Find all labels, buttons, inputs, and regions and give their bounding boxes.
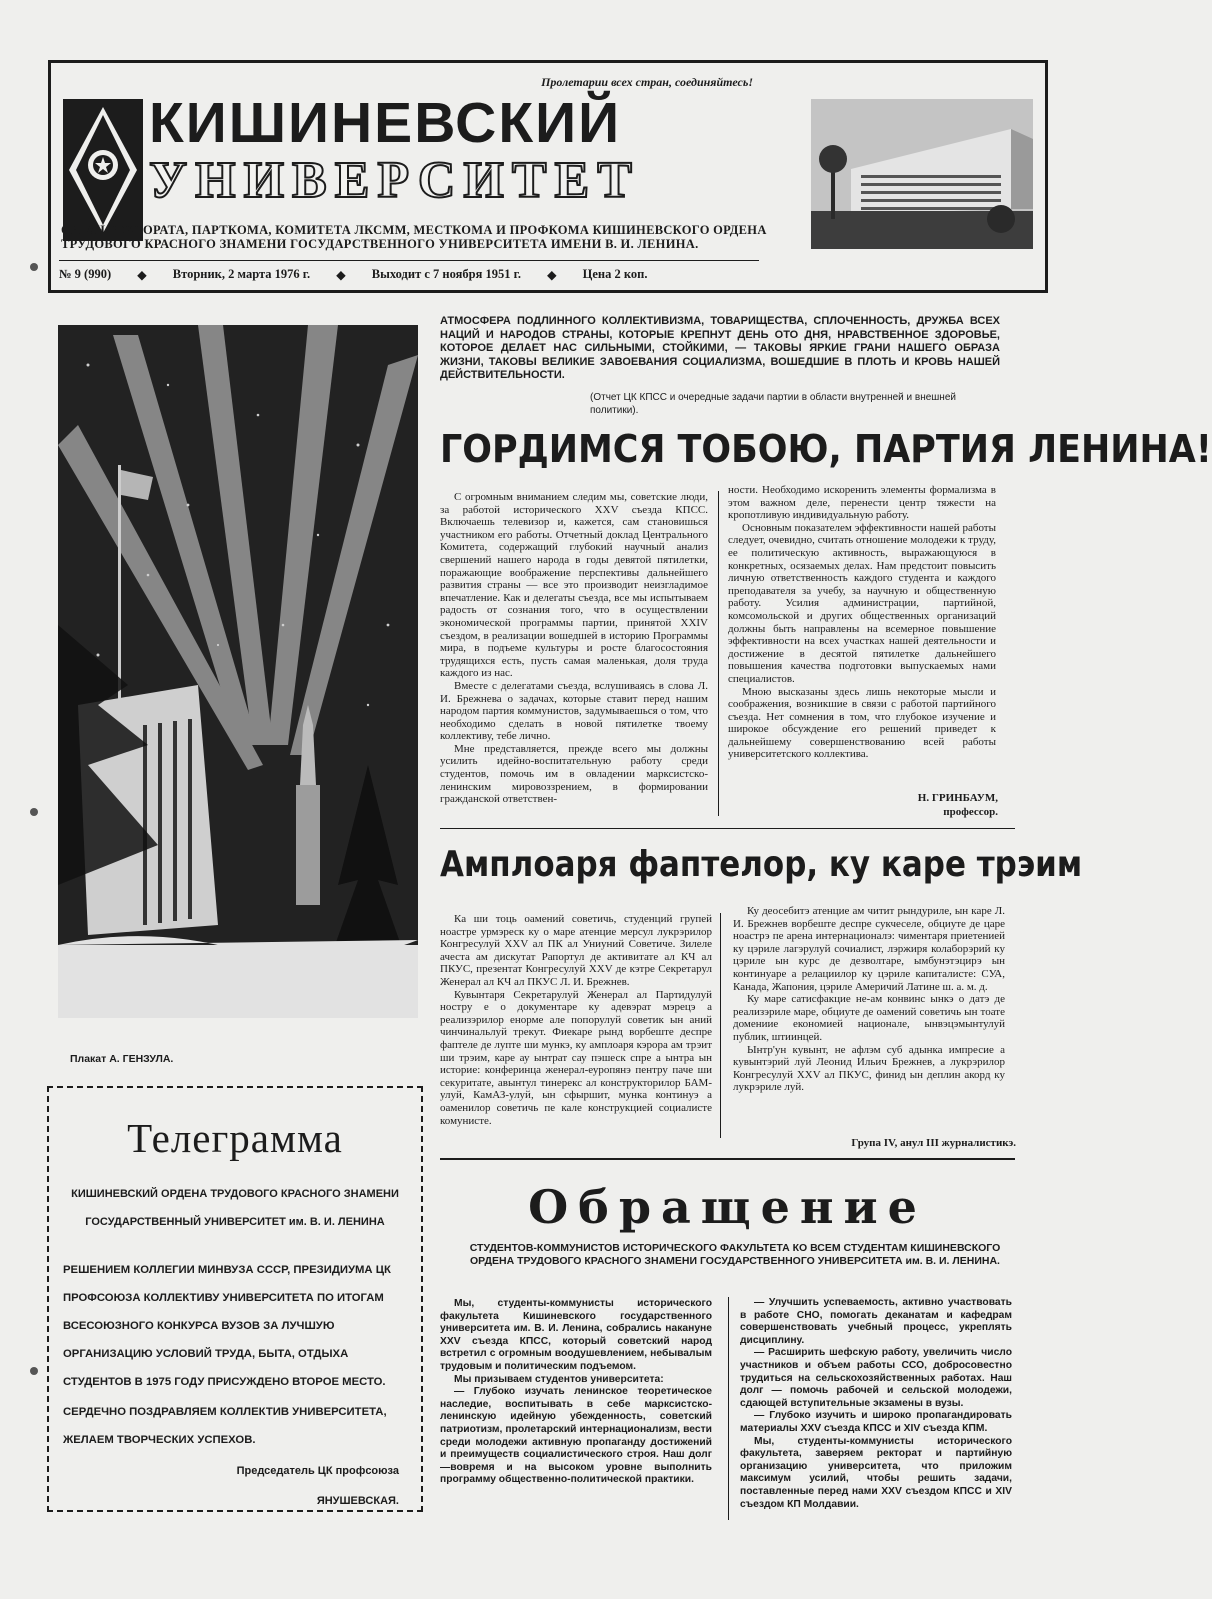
binder-hole bbox=[30, 1367, 38, 1375]
article-2-column-1 bbox=[440, 913, 712, 1127]
epigraph-source: (Отчет ЦК КПСС и очередные задачи партии в области внутренней и внешней политики). bbox=[590, 392, 956, 416]
appeal-column-1 bbox=[440, 1298, 712, 1487]
author-name: Н. ГРИНБАУМ, bbox=[917, 792, 998, 804]
slogan: Пролетарии всех стран, соединяйтесь! bbox=[541, 75, 753, 89]
article-2-column-2 bbox=[733, 905, 1005, 1094]
appeal-subheadline: СТУДЕНТОВ-КОММУНИСТОВ ИСТОРИЧЕСКОГО ФАКУЛЬТЕТА КО ВСЕМ СТУДЕНТАМ КИШИНЕВСКОГО ОРДЕНА ТРУДОВОГО КРАСНОГО ЗНАМЕНИ ГОСУДАРСТВЕННОГО УНИВЕРСИТЕТА им. В. И. ЛЕНИНА. bbox=[469, 1242, 1001, 1267]
poster-caption: Плакат А. ГЕНЗУЛА. bbox=[70, 1053, 174, 1065]
telegram-signature bbox=[237, 1456, 399, 1516]
issue-number: № 9 (990) bbox=[59, 267, 112, 281]
article-1-column-1 bbox=[440, 491, 708, 806]
telegram-addressee: КИШИНЕВСКИЙ ОРДЕНА ТРУДОВОГО КРАСНОГО ЗНАМЕНИ ГОСУДАРСТВЕННЫЙ УНИВЕРСИТЕТ им. В. И. ЛЕНИНА bbox=[71, 1188, 399, 1228]
published-since: Выходит с 7 ноября 1951 г. bbox=[371, 267, 521, 281]
paragraph: Ынтр'ун кувынт, не афлэм суб адынка импресие а кувынтэрий луй Леонид Ильич Брежнев, а лукрэрилор Конгресулуй XXV ал ПКУС, финид ын деплин акорд ку лукрэриле луй. bbox=[733, 1043, 1005, 1094]
paragraph: — Расширить шефскую работу, увеличить число участников и объем работы ССО, добросовестно трудиться на сельскохозяйственных работах. Наш долг — помочь рабочей и сельской молодежи, сдающей вступительные экзамены в вузы. bbox=[740, 1347, 1012, 1409]
paragraph: Мы, студенты-коммунисты исторического факультета, заверяем ректорат и партийную организацию университета, что приложим максимум усилий, чтобы решить задачи, поставленные перед нами XXV съездом КПСС и XIV съездом КП Молдавии. bbox=[740, 1435, 1012, 1510]
signer-name: ЯНУШЕВСКАЯ. bbox=[316, 1495, 399, 1507]
article-1-headline: ГОРДИМСЯ ТОБОЮ, ПАРТИЯ ЛЕНИНА! bbox=[440, 427, 1212, 471]
paragraph: Мы призываем студентов университета: bbox=[454, 1373, 664, 1385]
paragraph: ности. Необходимо искоренить элементы формализма в этом важном деле, перенести центр тяжести на кропотливую индивидуальную работу. bbox=[728, 484, 996, 522]
telegram-title: Телеграмма bbox=[127, 1115, 343, 1161]
paragraph: — Глубоко изучить и широко пропагандировать материалы XXV съезда КПСС и XIV съезда КПМ. bbox=[740, 1410, 1012, 1434]
paragraph: Кувынтаря Секретарулуй Женерал ал Партидулуй ностру е о документаре ку адевэрат мэрецэ а реализэрилор енорме але попорулуй советик ын аний чинчинальлуй трекут. Фиекаре рынд ворбеште деспре фаптеле де лупте ши мункэ, ку амплоаря кэрора ам трэит ши трэим, каре ау ынтрат сау пэшеск спре а ынтра ын историе: конферинца женерал-еуропянэ пентру паче ши секуритате, авынтул тинерекс ал конструкторилор БАМ-улуй, КамАЗ-улуй, ын сфыршит, мунка континуэ а оаменилор советичь пе кале конструкцией социалисте комунисте. bbox=[440, 988, 712, 1127]
article-2-signature: Група IV, анул III журналистикэ. bbox=[851, 1137, 1016, 1149]
column-divider bbox=[718, 491, 719, 816]
issue-date: Вторник, 2 марта 1976 г. bbox=[172, 267, 311, 281]
paragraph: Ку деосебитэ атенцие ам читит рындуриле, ын каре Л. И. Брежнев ворбеште деспре сукчеселе, обциуте де царе ноастрэ пе арена интернационалэ: чиментаря приетенией ку цэриле лагэрулуй сочиалист, лэржиря колаборэрий ку цэриле ын курс де дезволтаре, ымбунэтэцирэ ын континуаре а релациилор ку цэриле капиталисте: СУА, Канада, Жапония, цэриле Америчий Латине ш. а. м. д. bbox=[733, 905, 1005, 993]
signer-title: Председатель ЦК профсоюза bbox=[236, 1465, 399, 1477]
paragraph: Вместе с делегатами съезда, вслушиваясь в слова Л. И. Брежнева о задачах, которые ставит перед нашим народом партия коммунистов, задумываешься о том, что необходимо сделать в новой пятилетке твоему коллективу, тебе лично. bbox=[440, 679, 708, 743]
issue-info-bar bbox=[59, 260, 759, 283]
article-2-headline: Амплоаря фаптелор, ку каре трэим bbox=[440, 844, 1083, 885]
paragraph: Ка ши тоць оамений советичь, студенций групей ноастре урмэреск ку о маре атенцие мерсул лукрэрилор Конгресулуй XXV ал ПК ал Униуний Советиче. Зилеле ачеста ам дискутат Рапортул де активитате ал КЧ ал ПКУС, презентат Конгресулуй XXV де кэтре Секретарул Женерал ал КЧ ал ПКУС Л. И. Брежнев. bbox=[440, 913, 712, 988]
author-title: профессор. bbox=[943, 806, 998, 818]
separator-diamond: ◆ bbox=[137, 268, 147, 282]
masthead bbox=[48, 60, 1048, 293]
section-divider bbox=[440, 828, 1015, 829]
title-line-2: УНИВЕРСИТЕТ bbox=[149, 152, 640, 209]
paragraph: — Глубоко изучать ленинское теоретическое наследие, воспитывать в себе марксистско-ленинскую идейную убежденность, советский патриотизм, пролетарский интернационализм, вести среди молодежи активную пропаганду достижений и преимуществ социалистического строя. Наш долг—вовремя и на высоком уровне выполнить программу общественно-политической практики. bbox=[440, 1386, 712, 1486]
telegram-greeting: СЕРДЕЧНО ПОЗДРАВЛЯЕМ КОЛЛЕКТИВ УНИВЕРСИТЕТА, ЖЕЛАЕМ ТВОРЧЕСКИХ УСПЕХОВ. bbox=[63, 1406, 387, 1446]
article-1-column-2 bbox=[728, 484, 996, 761]
binder-hole bbox=[30, 808, 38, 816]
paragraph: Ку маре сатисфакцие не-ам конвинс ынкэ о датэ де реализэриле маре, обциуте де оамений советичь ын тоате домениие економией национале, ынвэцэмынтулуй публик, штиинцей. bbox=[733, 993, 1005, 1043]
kremlin-poster-illustration bbox=[58, 325, 418, 1018]
emblem-logo bbox=[63, 99, 143, 241]
separator-diamond: ◆ bbox=[546, 268, 557, 282]
telegram-box bbox=[47, 1086, 423, 1512]
title-line-1: КИШИНЕВСКИЙ bbox=[149, 91, 622, 155]
appeal-column-2 bbox=[740, 1297, 1012, 1511]
section-divider bbox=[440, 1158, 1015, 1160]
organ-statement: ОРГАН РЕКТОРАТА, ПАРТКОМА, КОМИТЕТА ЛКСММ, МЕСТКОМА И ПРОФКОМА КИШИНЕВСКОГО ОРДЕНА ТРУДОВОГО КРАСНОГО ЗНАМЕНИ ГОСУДАРСТВЕННОГО УНИВЕРСИТЕТА ИМЕНИ В. И. ЛЕНИНА. bbox=[61, 223, 767, 251]
paragraph: — Улучшить успеваемость, активно участвовать в работе СНО, помогать деканатам и кафедрам совершенствовать учебный процесс, укреплять дисциплину. bbox=[740, 1297, 1012, 1346]
column-divider bbox=[728, 1297, 729, 1520]
price: Цена 2 коп. bbox=[582, 267, 648, 281]
telegram-body: РЕШЕНИЕМ КОЛЛЕГИИ МИНВУЗА СССР, ПРЕЗИДИУМА ЦК ПРОФСОЮЗА КОЛЛЕКТИВУ УНИВЕРСИТЕТА ПО ИТОГАМ ВСЕСОЮЗНОГО КОНКУРСА ВУЗОВ ЗА ЛУЧШУЮ ОРГАНИЗАЦИЮ УСЛОВИЙ ТРУДА, БЫТА, ОТДЫХА СТУДЕНТОВ В 1975 ГОДУ ПРИСУЖДЕНО ВТОРОЕ МЕСТО. bbox=[63, 1264, 391, 1388]
university-building-photo bbox=[811, 99, 1033, 249]
paragraph: Мы, студенты-коммунисты исторического факультета Кишиневского государственного университета им. В. И. Ленина, собрались накануне XXV съезда КПСС, который советский народ встретил с огромным воодушевлением, небывалым трудовым и политическим подъемом. bbox=[440, 1298, 712, 1372]
appeal-headline: Обращение bbox=[528, 1180, 927, 1234]
separator-diamond: ◆ bbox=[336, 268, 346, 282]
paragraph: Мною высказаны здесь лишь некоторые мысли и соображения, возникшие в связи с работой партийного съезда. Нет сомнения в том, что глубокое изучение и широкое обсуждение его решений приведет к дальнейшему совершенствованию всей работы университетского коллектива. bbox=[728, 685, 996, 761]
paragraph: Основным показателем эффективности нашей работы следует, очевидно, считать отношение молодежи к труду, ее политическую активность, выражающуюся в конкретных, осязаемых делах. Нам предстоит повысить личную ответственность каждого студента и каждого преподавателя за учебу, за научную и общественную работу. Усилия администрации, партийной, комсомольской и других общественных организаций должны быть направлены на всемерное повышение эффективности на всех участках нашей деятельности и достижение в десятой пятилетке дальнейшего повышения качества подготовки выпускаемых нами специалистов. bbox=[728, 521, 996, 685]
binder-hole bbox=[30, 263, 38, 271]
paragraph: Мне представляется, прежде всего мы должны усилить идейно-воспитательную работу среди студентов, помочь им в овладении марксистско-ленинским мировоззрением, в формировании гражданской ответствен- bbox=[440, 742, 708, 806]
paragraph: С огромным вниманием следим мы, советские люди, за работой исторического XXV съезда КПСС. Включаешь телевизор и, кажется, сам становишься участником его работы. Отчетный доклад Центрального Комитета, содержащий глубокий научный анализ свершений нашего народа в годы девятой пятилетки, поражающие воображение перспективы дальнейшего развития страны — все это производит неизгладимое впечатление. Как и делегаты съезда, все мы испытываем радость от сознания того, что в осуществлении экономической программы партии, принятой XXIV съездом, в реализации вошедшей в историю Программы мира, в подъеме культуры и росте благосостояния трудящихся есть, пусть самая маленькая, доля труда каждого из нас. bbox=[440, 491, 708, 680]
article-1-signature bbox=[918, 791, 998, 819]
epigraph-quote: АТМОСФЕРА ПОДЛИННОГО КОЛЛЕКТИВИЗМА, ТОВАРИЩЕСТВА, СПЛОЧЕННОСТЬ, ДРУЖБА ВСЕХ НАЦИЙ И НАРОДОВ СТРАНЫ, КОТОРЫЕ КРЕПНУТ ДЕНЬ ОТО ДНЯ, НРАВСТВЕННОЕ ЗДОРОВЬЕ, КОТОРОЕ ДЕЛАЕТ НАС СИЛЬНЫМИ, СТОЙКИМИ, — ТАКОВЫ ЯРКИЕ ГРАНИ НАШЕГО ОБРАЗА ЖИЗНИ, ТАКОВЫ ВЕЛИКИЕ ЗАВОЕВАНИЯ СОЦИАЛИЗМА, ВОШЕДШИЕ В ПЛОТЬ И КРОВЬ НАШЕЙ ДЕЙСТВИТЕЛЬНОСТИ. bbox=[440, 315, 1000, 381]
column-divider bbox=[720, 913, 721, 1138]
